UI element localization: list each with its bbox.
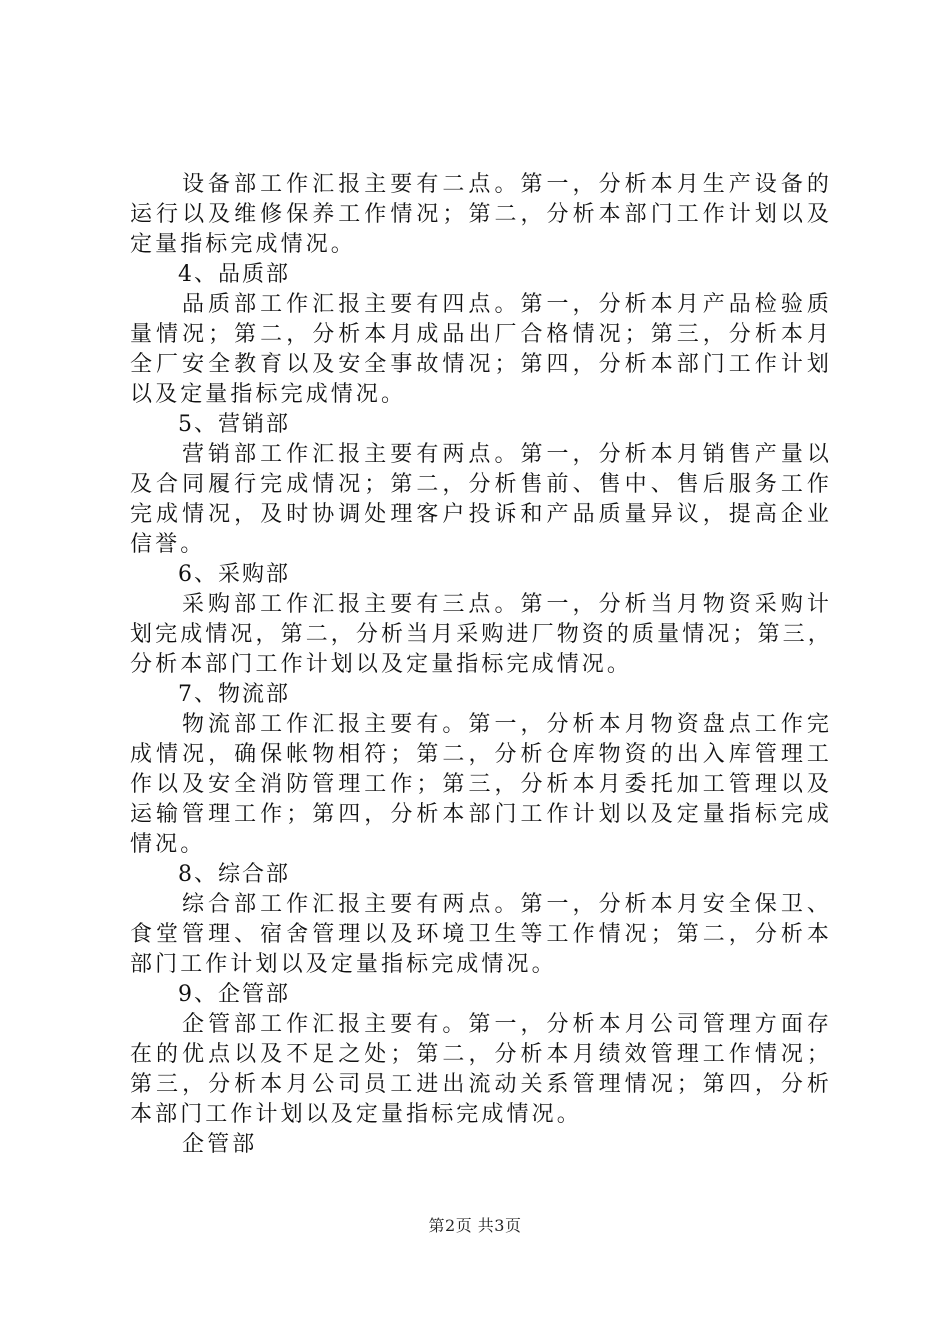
paragraph-line: 量情况；第二，分析本月成品出厂合格情况；第三，分析本月 xyxy=(130,322,832,347)
paragraph xyxy=(130,290,832,410)
section-heading xyxy=(130,980,832,1010)
paragraph-line: 综合部工作汇报主要有两点。第一，分析本月安全保卫、 xyxy=(182,892,832,917)
paragraph-line: 定量指标完成情况。 xyxy=(130,232,356,257)
paragraph-line: 信誉。 xyxy=(130,532,206,557)
paragraph-line: 成情况，确保帐物相符；第二，分析仓库物资的出入库管理工 xyxy=(130,742,832,767)
paragraph-line: 完成情况，及时协调处理客户投诉和产品质量异议，提高企业 xyxy=(130,502,832,527)
section-heading xyxy=(130,560,832,590)
paragraph-line: 企管部 xyxy=(182,1132,258,1157)
paragraph xyxy=(130,890,832,980)
paragraph-line: 物流部工作汇报主要有。第一，分析本月物资盘点工作完 xyxy=(182,712,832,737)
paragraph-line: 划完成情况，第二，分析当月采购进厂物资的质量情况；第三， xyxy=(130,622,833,647)
paragraph-line: 运行以及维修保养工作情况；第二，分析本部门工作计划以及 xyxy=(130,202,832,227)
paragraph xyxy=(130,170,832,260)
paragraph-line: 企管部工作汇报主要有。第一，分析本月公司管理方面存 xyxy=(182,1012,832,1037)
paragraph-line: 情况。 xyxy=(130,832,206,857)
heading-text: 9、企管部 xyxy=(178,982,290,1007)
section-heading xyxy=(130,860,832,890)
paragraph xyxy=(130,710,832,860)
paragraph xyxy=(130,440,832,560)
paragraph-line: 品质部工作汇报主要有四点。第一，分析本月产品检验质 xyxy=(182,292,832,317)
paragraph-line: 第三，分析本月公司员工进出流动关系管理情况；第四，分析 xyxy=(130,1072,832,1097)
heading-text: 4、品质部 xyxy=(178,262,290,287)
document-body xyxy=(130,170,832,1160)
paragraph-line: 部门工作计划以及定量指标完成情况。 xyxy=(130,952,557,977)
paragraph xyxy=(130,1010,832,1130)
section-heading xyxy=(130,260,832,290)
paragraph-line: 采购部工作汇报主要有三点。第一，分析当月物资采购计 xyxy=(182,592,832,617)
paragraph xyxy=(130,1130,832,1160)
paragraph-line: 食堂管理、宿舍管理以及环境卫生等工作情况；第二，分析本 xyxy=(130,922,832,947)
section-heading xyxy=(130,410,832,440)
heading-text: 5、营销部 xyxy=(178,412,290,437)
paragraph-line: 及合同履行完成情况；第二，分析售前、售中、售后服务工作 xyxy=(130,472,832,497)
section-heading xyxy=(130,680,832,710)
paragraph-line: 在的优点以及不足之处；第二，分析本月绩效管理工作情况； xyxy=(130,1042,832,1067)
paragraph-line: 全厂安全教育以及安全事故情况；第四，分析本部门工作计划 xyxy=(130,352,832,377)
paragraph xyxy=(130,590,832,680)
paragraph-line: 分析本部门工作计划以及定量指标完成情况。 xyxy=(130,652,633,677)
paragraph-line: 本部门工作计划以及定量指标完成情况。 xyxy=(130,1102,582,1127)
paragraph-line: 运输管理工作；第四，分析本部门工作计划以及定量指标完成 xyxy=(130,802,832,827)
heading-text: 6、采购部 xyxy=(178,562,290,587)
paragraph-line: 作以及安全消防管理工作；第三，分析本月委托加工管理以及 xyxy=(130,772,832,797)
paragraph-line: 营销部工作汇报主要有两点。第一，分析本月销售产量以 xyxy=(182,442,832,467)
heading-text: 8、综合部 xyxy=(178,862,290,887)
paragraph-line: 设备部工作汇报主要有二点。第一，分析本月生产设备的 xyxy=(182,172,832,197)
page-footer: 第2页 共3页 xyxy=(428,1216,522,1235)
paragraph-line: 以及定量指标完成情况。 xyxy=(130,382,407,407)
heading-text: 7、物流部 xyxy=(178,682,290,707)
